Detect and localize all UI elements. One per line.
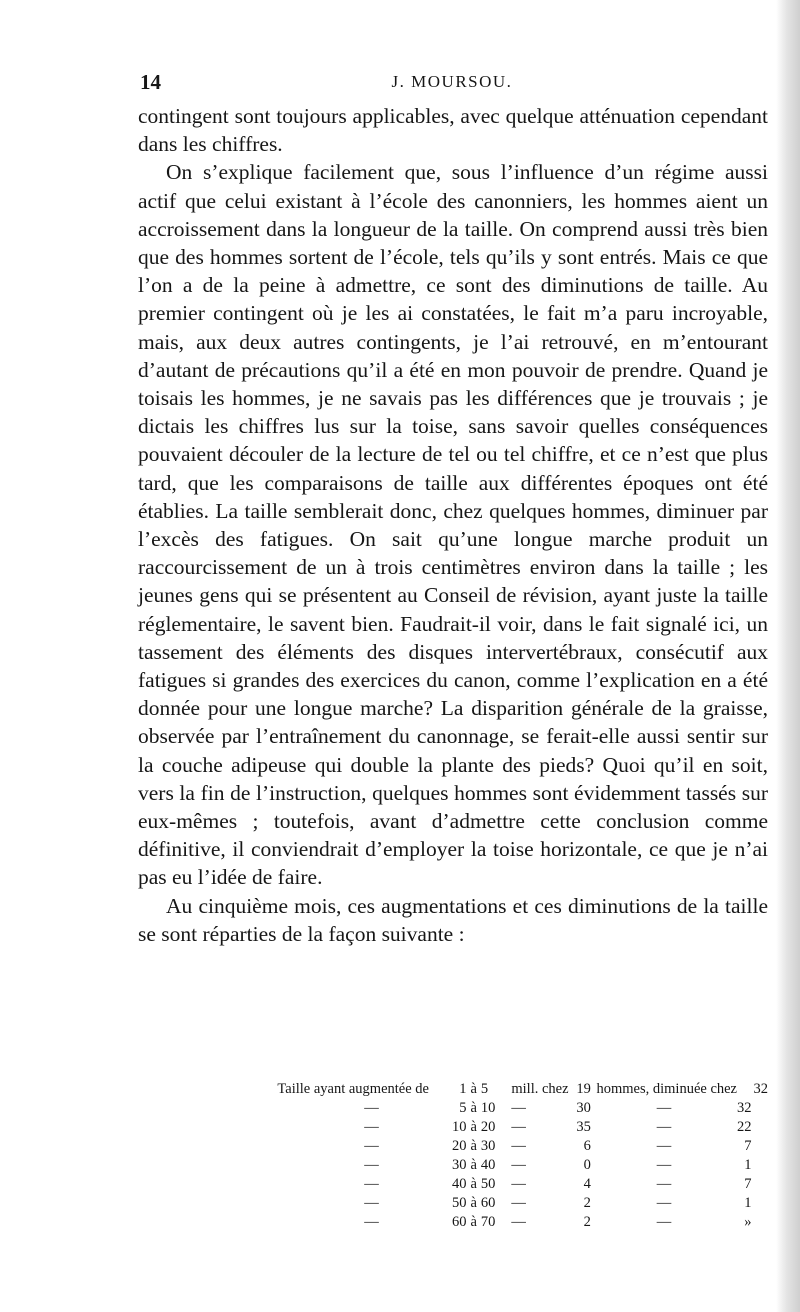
range-separator: à <box>470 1100 477 1116</box>
decrease-count: 7 <box>744 1176 752 1192</box>
scan-page-edge <box>776 0 800 1312</box>
increase-count: 2 <box>583 1195 591 1211</box>
decrease-count: 1 <box>744 1157 752 1173</box>
range-separator: à <box>470 1214 477 1230</box>
table-row <box>140 1156 770 1175</box>
range-to: 30 <box>480 1138 496 1154</box>
table-row <box>140 1080 770 1099</box>
chez-label: chez <box>710 1081 737 1097</box>
unit-label: — <box>511 1195 526 1211</box>
range-to: 10 <box>480 1100 496 1116</box>
body-text <box>138 102 768 948</box>
range-to: 50 <box>480 1176 496 1192</box>
men-label: — <box>656 1195 672 1211</box>
increase-count: 4 <box>583 1176 591 1192</box>
running-head: J. MOURSOU. <box>391 72 513 91</box>
range-separator: à <box>470 1176 477 1192</box>
row-label: — <box>364 1214 379 1230</box>
increase-count: 35 <box>576 1119 591 1135</box>
page-number: 14 <box>140 70 161 94</box>
row-label: — <box>364 1138 379 1154</box>
increase-count: 6 <box>583 1138 591 1154</box>
decrease-count: 1 <box>744 1195 752 1211</box>
range-from: 20 <box>452 1138 467 1154</box>
range-separator: à <box>470 1157 477 1173</box>
range-to: 20 <box>480 1119 496 1135</box>
increase-count: 2 <box>583 1214 591 1230</box>
row-label: — <box>364 1119 379 1135</box>
increase-count: 19 <box>576 1081 591 1097</box>
range-from: 10 <box>452 1119 467 1135</box>
men-label: — <box>656 1119 672 1135</box>
unit-label: — <box>511 1157 526 1173</box>
range-to: 40 <box>480 1157 496 1173</box>
row-label: — <box>364 1176 379 1192</box>
range-from: 40 <box>452 1176 467 1192</box>
table-row <box>140 1213 770 1232</box>
men-label: — <box>656 1138 672 1154</box>
row-label: — <box>364 1195 379 1211</box>
men-label: — <box>656 1157 672 1173</box>
men-label: — <box>656 1100 672 1116</box>
decrease-count: 22 <box>737 1119 752 1135</box>
range-from: 1 <box>459 1081 467 1097</box>
range-to: 5 <box>480 1081 489 1097</box>
range-to: 70 <box>480 1214 496 1230</box>
unit-label: — <box>511 1100 526 1116</box>
range-to: 60 <box>480 1195 496 1211</box>
men-label: — <box>656 1214 672 1230</box>
range-from: 5 <box>459 1100 467 1116</box>
range-separator: à <box>470 1138 477 1154</box>
range-from: 30 <box>452 1157 467 1173</box>
decrease-count: 7 <box>744 1138 752 1154</box>
table-row <box>140 1137 770 1156</box>
row-label: — <box>364 1157 379 1173</box>
paragraph: contingent sont toujours applicables, avec quelque atténuation cependant dans les chiffres. <box>138 104 768 157</box>
table-row <box>140 1118 770 1137</box>
range-separator: à <box>470 1195 477 1211</box>
range-from: 60 <box>452 1214 467 1230</box>
unit-label: — <box>511 1119 526 1135</box>
range-from: 50 <box>452 1195 467 1211</box>
range-separator: à <box>470 1119 477 1135</box>
decrease-count: 32 <box>737 1100 752 1116</box>
increase-count: 30 <box>576 1100 591 1116</box>
table-row <box>140 1194 770 1213</box>
page-header <box>140 70 764 100</box>
range-separator: à <box>470 1081 477 1097</box>
decrease-count: 32 <box>753 1081 768 1097</box>
height-change-table <box>140 1080 770 1232</box>
men-label: hommes, diminuée <box>596 1081 707 1097</box>
row-label: — <box>364 1100 379 1116</box>
table-row <box>140 1099 770 1118</box>
unit-label: — <box>511 1176 526 1192</box>
paragraph: On s’explique facilement que, sous l’influence d’un régime aussi actif que celui existant à l’école des canonniers, les hommes aient un accroissement dans la longueur de la taille. On comprend aussi très bien que des hommes sortent de l’école, tels qu’ils y sont entrés. Mais ce que l’on a de la peine à admettre, ce sont des diminutions de taille. Au premier contingent où je les ai constatées, le fait m’a paru incroyable, mais, aux deux autres contingents, je l’ai retrouvé, en m’entourant d’autant de précautions qu’il a été en mon pouvoir de prendre. Quand je toisais les hommes, je ne savais pas les différences que je trouvais ; je dictais les chiffres lus sur la toise, sans savoir quelles conséquences pouvaient découler de la lecture de tel ou tel chiffre, et ce n’est que plus tard, que les comparaisons de taille aux différentes époques ont été établies. La taille semblerait donc, chez quelques hommes, diminuer par l’excès des fatigues. On sait qu’une longue marche produit un raccourcissement de un à trois centimètres environ dans la taille ; les jeunes gens qui se présentent au Conseil de révision, ayant juste la taille réglementaire, le savent bien. Faudrait-il voir, dans le fait signalé ici, un tassement des éléments des disques intervertébraux, consécutif aux fatigues si grandes des exercices du canon, comme l’explication en a été donnée pour une longue marche? La disparition générale de la graisse, observée par l’entraînement du canonnage, se ferait-elle aussi sentir sur la couche adipeuse qui double la plante des pieds? Quoi qu’il en soit, vers la fin de l’instruction, quelques hommes sont évidemment tassés sur eux-mêmes ; toutefois, avant d’admettre cette conclusion comme définitive, il conviendrait d’employer la toise horizontale, ce que je n’ai pas eu l’idée de faire. <box>138 160 768 890</box>
unit-label: — <box>511 1138 526 1154</box>
increase-count: 0 <box>583 1157 591 1173</box>
unit-label: mill. chez <box>511 1081 569 1097</box>
paragraph: Au cinquième mois, ces augmentations et ces diminutions de la taille se sont réparties de la façon suivante : <box>138 893 768 946</box>
unit-label: — <box>511 1214 526 1230</box>
table-row <box>140 1175 770 1194</box>
men-label: — <box>656 1176 672 1192</box>
men-label <box>591 1080 737 1099</box>
decrease-count: » <box>744 1214 752 1230</box>
row-label: Taille ayant augmentée de <box>277 1081 429 1097</box>
